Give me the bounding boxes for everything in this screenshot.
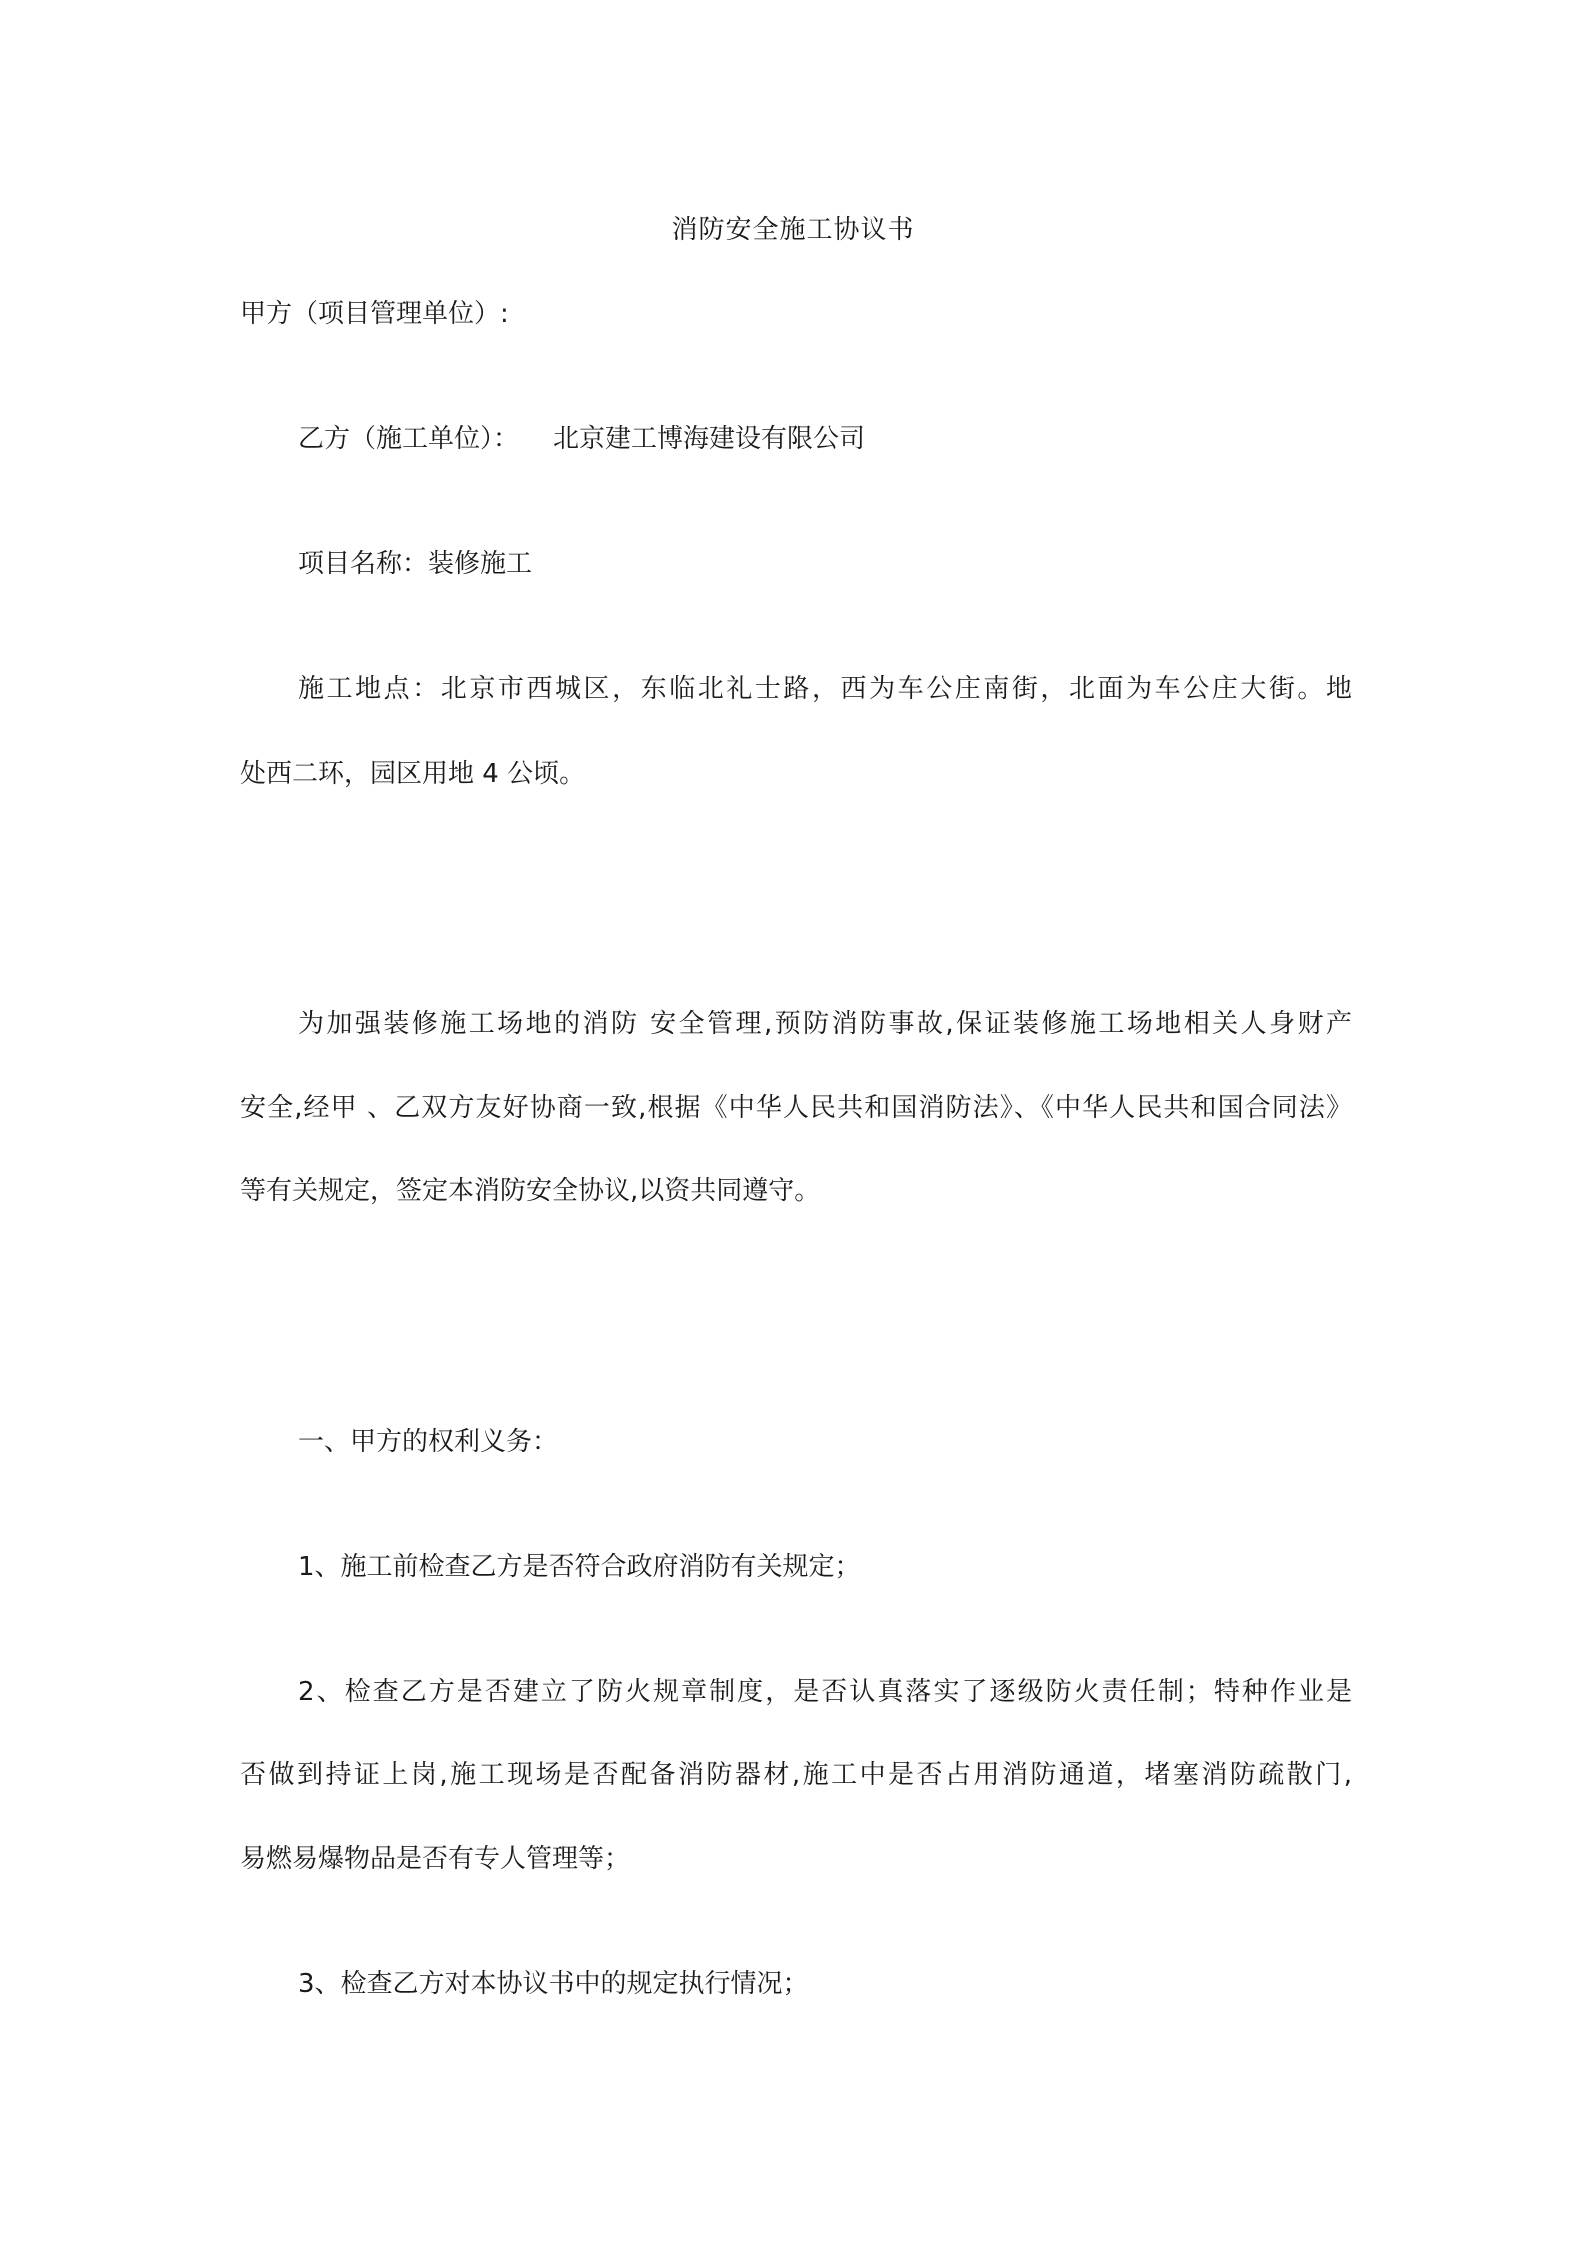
item-3: 3、检查乙方对本协议书中的规定执行情况；	[298, 1969, 809, 1999]
item-2-line-2: 否做到持证上岗,施工现场是否配备消防器材,施工中是否占用消防通道，堵塞消防疏散门,	[240, 1760, 1352, 1790]
preamble-line-3: 等有关规定，签定本消防安全协议,以资共同遵守。	[240, 1176, 821, 1206]
document-title: 消防安全施工协议书	[671, 215, 915, 245]
location-line-2: 处西二环，园区用地 4 公顷。	[240, 759, 586, 789]
item-2-line-3: 易燃易爆物品是否有专人管理等；	[240, 1844, 631, 1874]
item-2-line-1: 2、检查乙方是否建立了防火规章制度，是否认真落实了逐级防火责任制；特种作业是	[298, 1677, 1352, 1707]
party-a-line: 甲方（项目管理单位）:	[240, 299, 509, 329]
project-name-line: 项目名称：装修施工	[298, 549, 533, 579]
section-1-heading: 一、甲方的权利义务：	[298, 1427, 559, 1457]
preamble-line-1: 为加强装修施工场地的消防 安全管理,预防消防事故,保证装修施工场地相关人身财产	[298, 1009, 1352, 1039]
party-b-value: 北京建工博海建设有限公司	[553, 424, 866, 454]
item-1: 1、施工前检查乙方是否符合政府消防有关规定；	[298, 1552, 861, 1582]
party-b-label: 乙方（施工单位）：	[298, 424, 520, 454]
location-line-1: 施工地点：北京市西城区，东临北礼士路，西为车公庄南街，北面为车公庄大街。地	[298, 674, 1352, 704]
preamble-line-2: 安全,经甲 、乙双方友好协商一致,根据《中华人民共和国消防法》、《中华人民共和国合同法》	[240, 1093, 1352, 1123]
